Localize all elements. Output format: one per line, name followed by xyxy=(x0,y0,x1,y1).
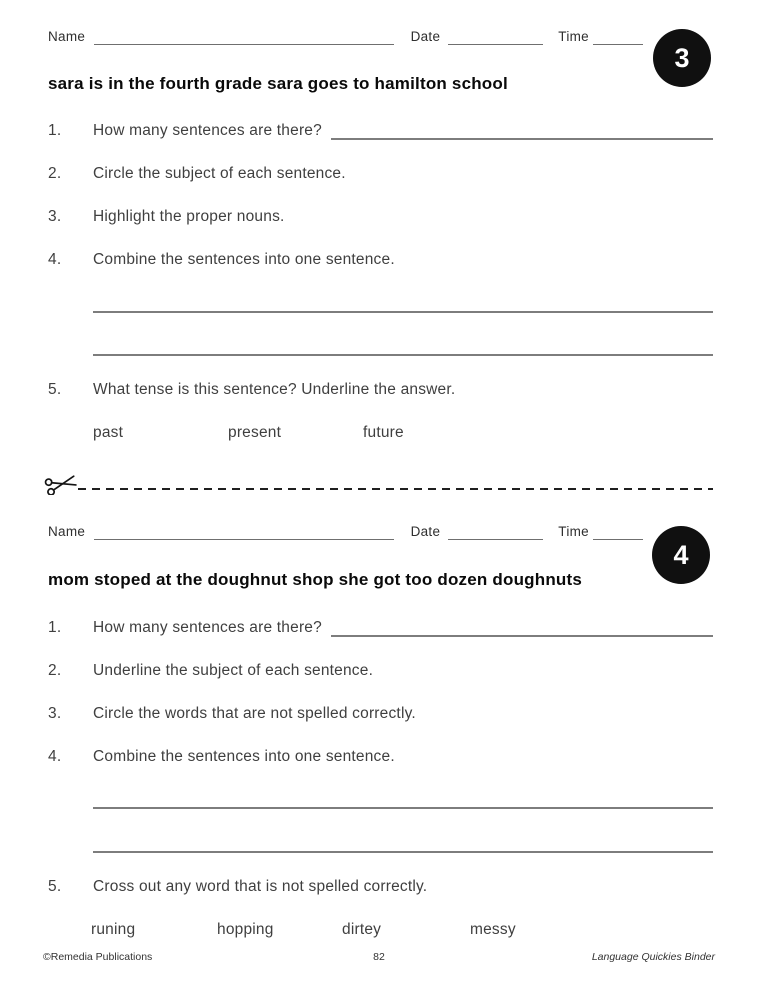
time-label: Time xyxy=(558,29,589,44)
question-number: 5. xyxy=(48,878,62,895)
name-date-time-row xyxy=(48,523,643,543)
exercise-number: 4 xyxy=(673,539,689,570)
date-blank-line xyxy=(448,28,543,45)
answer-blank-line xyxy=(93,851,713,853)
choice-option: hopping xyxy=(217,921,274,938)
date-label: Date xyxy=(410,29,441,44)
time-blank-line xyxy=(593,523,643,540)
question-number: 4. xyxy=(48,748,62,765)
exercise-sentence: mom stoped at the doughnut shop she got too dozen doughnuts xyxy=(48,570,583,589)
choice-option: dirtey xyxy=(342,921,382,938)
question-number: 1. xyxy=(48,122,62,139)
question-row-5 xyxy=(48,380,713,400)
choice-option: present xyxy=(228,424,282,441)
choice-option: messy xyxy=(470,921,516,938)
dashed-cut-line xyxy=(78,488,713,490)
name-date-time-row xyxy=(48,28,643,48)
footer-page-number: 82 xyxy=(373,951,385,963)
question-number: 5. xyxy=(48,381,62,398)
question-row-1 xyxy=(48,618,713,638)
answer-blank-line xyxy=(93,807,713,809)
time-blank-line xyxy=(593,28,643,45)
question-text: How many sentences are there? xyxy=(93,619,322,636)
question-text: What tense is this sentence? Underline the answer. xyxy=(93,381,456,398)
inline-answer-blank xyxy=(331,121,713,140)
question-row-3 xyxy=(48,704,713,724)
question-row-4 xyxy=(48,747,713,767)
inline-answer-blank xyxy=(331,618,713,637)
question-number: 1. xyxy=(48,619,62,636)
time-label: Time xyxy=(558,524,589,539)
cut-line xyxy=(44,473,713,499)
question-text: Cross out any word that is not spelled correctly. xyxy=(93,878,428,895)
footer-publisher: ©Remedia Publications xyxy=(43,951,153,963)
footer-book-title: Language Quickies Binder xyxy=(591,951,715,963)
question-number: 2. xyxy=(48,662,62,679)
question-text: How many sentences are there? xyxy=(93,122,322,139)
exercise-number-badge xyxy=(653,29,711,87)
question-row-3 xyxy=(48,207,713,227)
exercise-number: 3 xyxy=(674,42,690,73)
name-label: Name xyxy=(48,29,86,44)
question-text: Combine the sentences into one sentence. xyxy=(93,748,395,765)
question-text: Highlight the proper nouns. xyxy=(93,208,285,225)
name-label: Name xyxy=(48,524,86,539)
question-row-2 xyxy=(48,661,713,681)
scissors-icon xyxy=(44,471,78,495)
page-footer xyxy=(43,951,715,965)
exercise-number-badge xyxy=(652,526,710,584)
exercise-sentence: sara is in the fourth grade sara goes to hamilton school xyxy=(48,74,508,93)
date-blank-line xyxy=(448,523,543,540)
question-row-2 xyxy=(48,164,713,184)
question-number: 2. xyxy=(48,165,62,182)
choice-option: past xyxy=(93,424,124,441)
question-text: Combine the sentences into one sentence. xyxy=(93,251,395,268)
question-number: 3. xyxy=(48,208,62,225)
choice-option: future xyxy=(363,424,404,441)
question-number: 3. xyxy=(48,705,62,722)
question-row-1 xyxy=(48,121,713,141)
question-row-5 xyxy=(48,877,713,897)
name-blank-line xyxy=(94,28,393,45)
date-label: Date xyxy=(410,524,441,539)
choice-option: runing xyxy=(91,921,136,938)
question-text: Circle the subject of each sentence. xyxy=(93,165,346,182)
question-row-4 xyxy=(48,250,713,270)
question-text: Circle the words that are not spelled correctly. xyxy=(93,705,416,722)
answer-blank-line xyxy=(93,311,713,313)
question-number: 4. xyxy=(48,251,62,268)
question-text: Underline the subject of each sentence. xyxy=(93,662,374,679)
answer-blank-line xyxy=(93,354,713,356)
name-blank-line xyxy=(94,523,393,540)
